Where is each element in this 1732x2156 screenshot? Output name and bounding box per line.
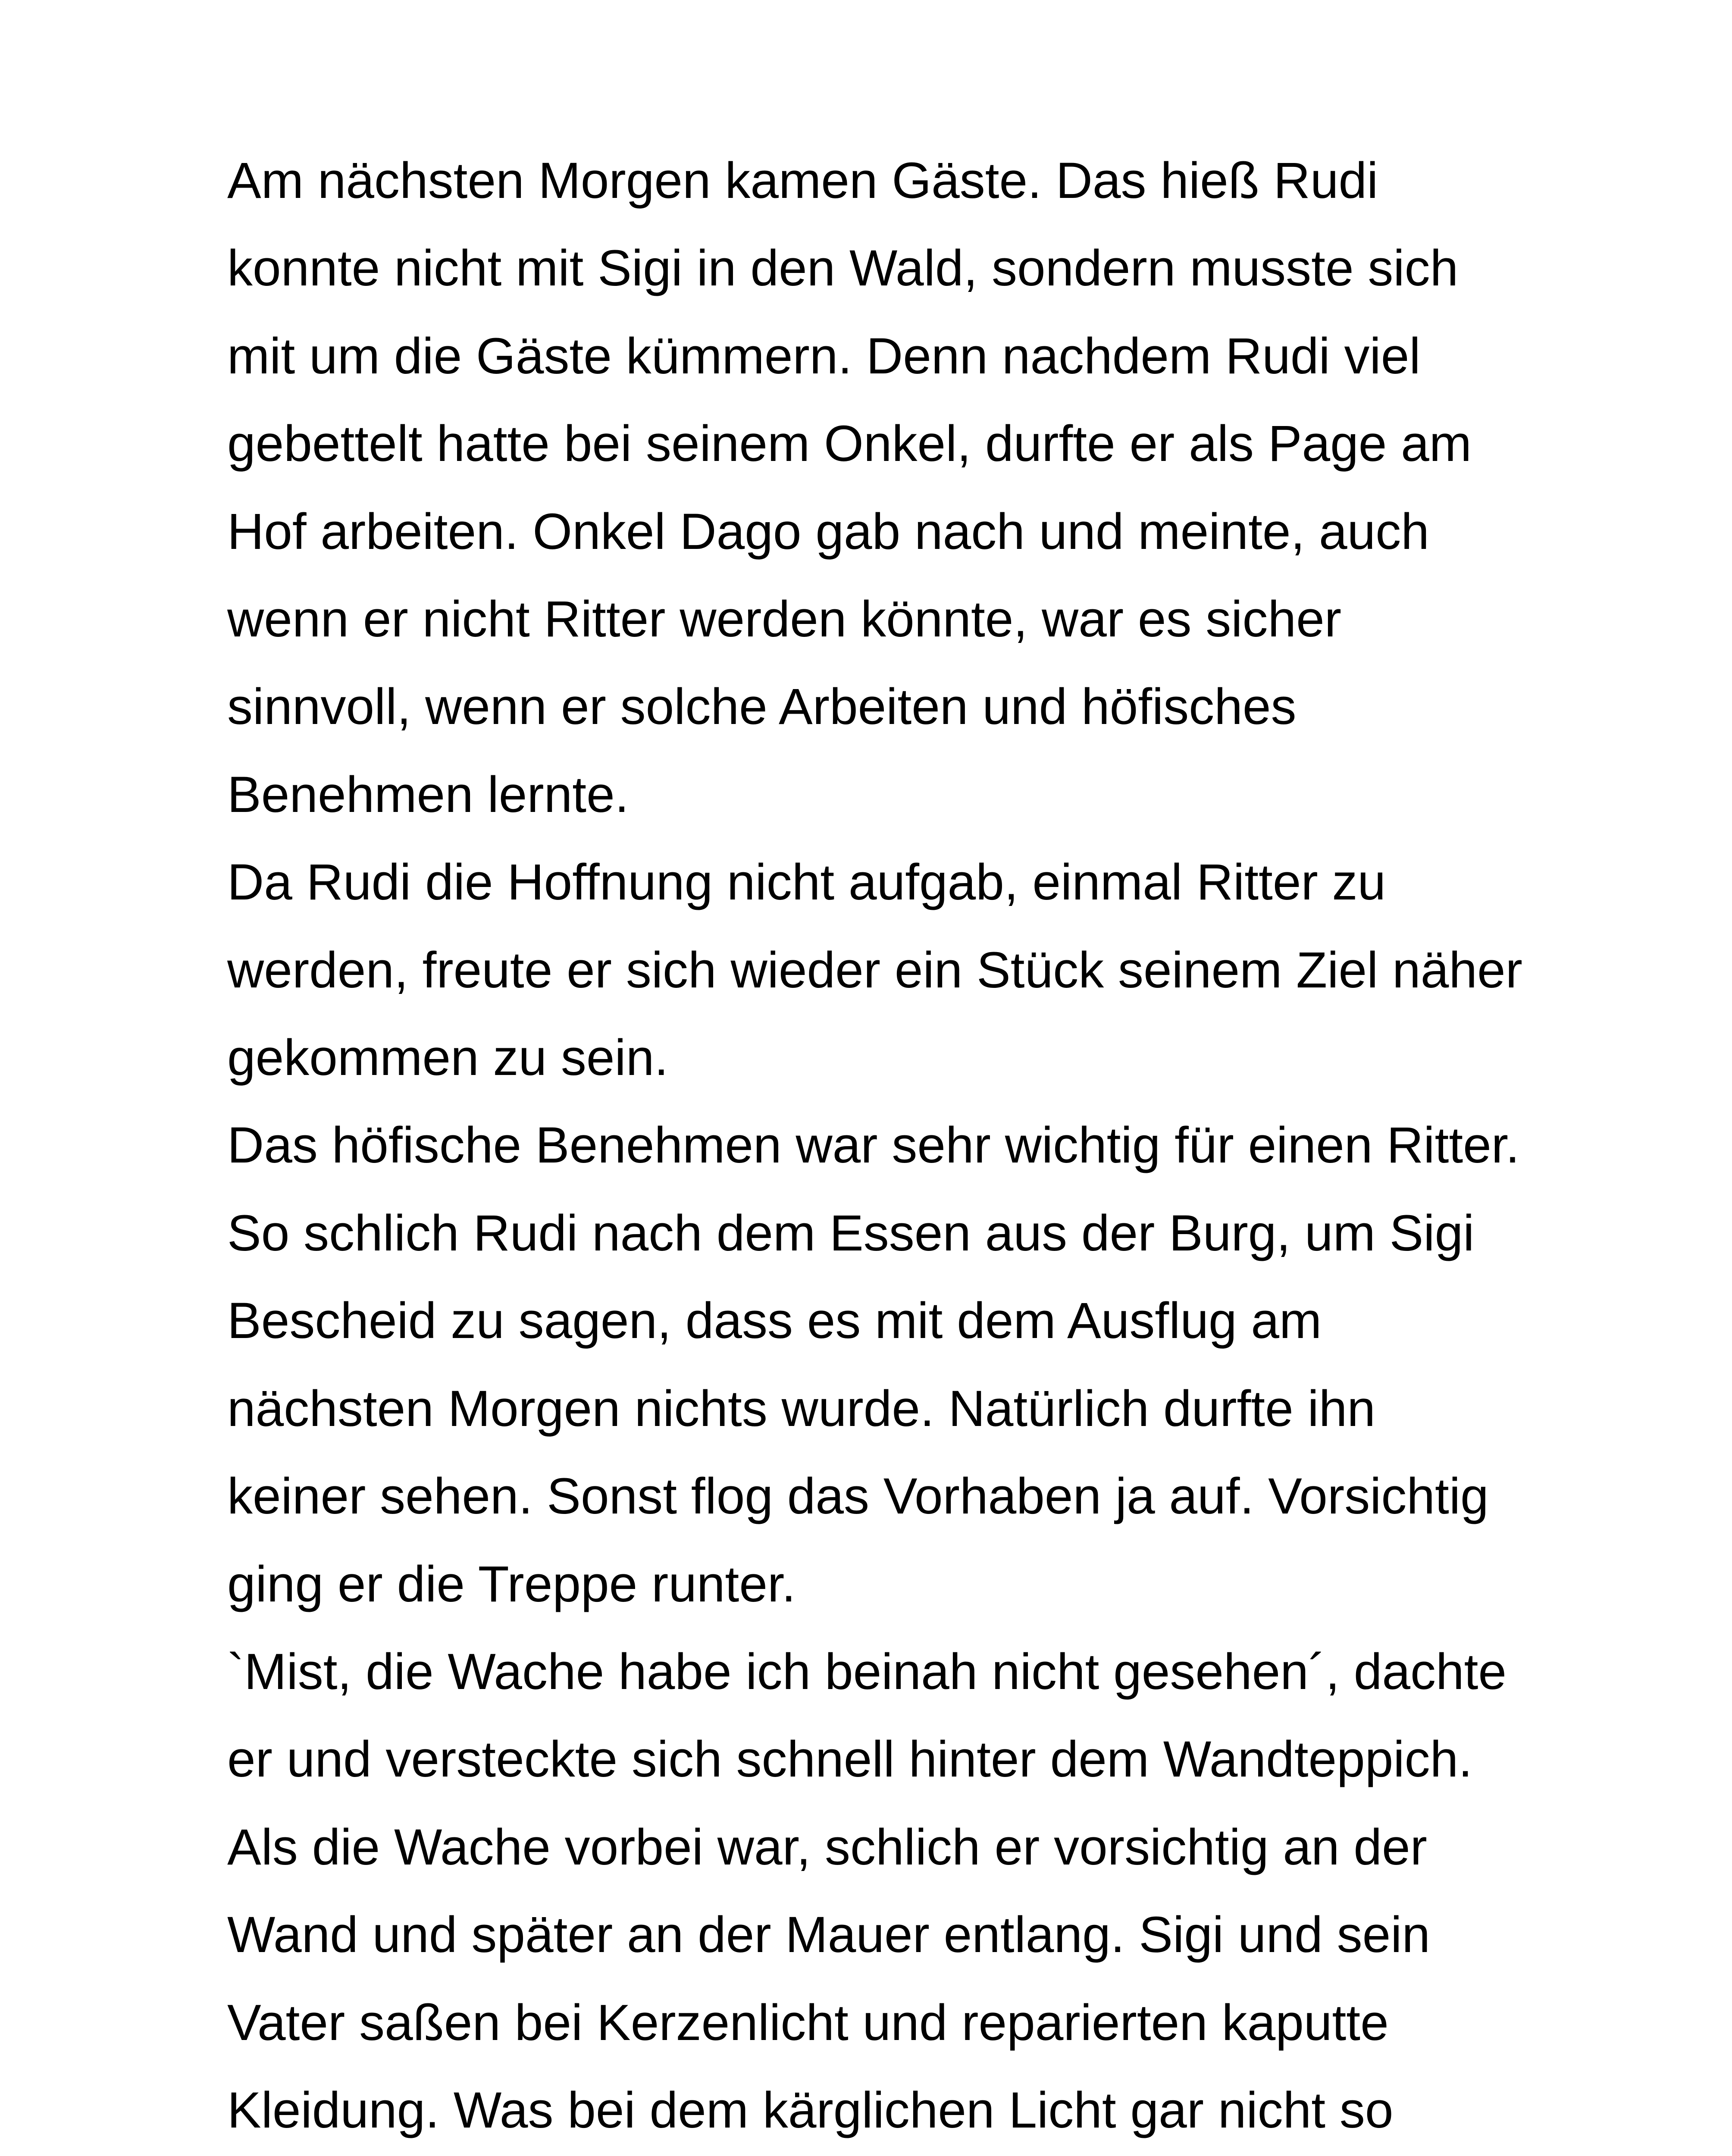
text-line: Benehmen lernte. xyxy=(227,766,629,823)
body-text xyxy=(227,137,1564,2156)
text-line: mit um die Gäste kümmern. Denn nachdem Rudi viel xyxy=(227,327,1421,385)
text-line: werden, freute er sich wieder ein Stück seinem Ziel näher xyxy=(227,941,1522,999)
text-line: Das höfische Benehmen war sehr wichtig für einen Ritter. xyxy=(227,1117,1520,1174)
text-line: Wand und später an der Mauer entlang. Sigi und sein xyxy=(227,1906,1431,1964)
text-line: nächsten Morgen nichts wurde. Natürlich durfte ihn xyxy=(227,1380,1375,1437)
text-line: gebettelt hatte bei seinem Onkel, durfte er als Page am xyxy=(227,415,1472,473)
text-line: gekommen zu sein. xyxy=(227,1029,669,1087)
text-line: wenn er nicht Ritter werden könnte, war es sicher xyxy=(227,591,1342,648)
text-line: konnte nicht mit Sigi in den Wald, sondern musste sich xyxy=(227,240,1459,297)
text-line: Kleidung. Was bei dem kärglichen Licht gar nicht so xyxy=(227,2081,1394,2139)
text-line: sinnvoll, wenn er solche Arbeiten und höfisches xyxy=(227,678,1297,736)
text-line: Am nächsten Morgen kamen Gäste. Das hieß Rudi xyxy=(227,152,1378,209)
text-line: Als die Wache vorbei war, schlich er vorsichtig an der xyxy=(227,1818,1427,1876)
text-line xyxy=(227,2154,1564,2156)
text-line: Hof arbeiten. Onkel Dago gab nach und meinte, auch xyxy=(227,503,1429,560)
text-line: So schlich Rudi nach dem Essen aus der Burg, um Sigi xyxy=(227,1204,1475,1262)
text-line: er und versteckte sich schnell hinter dem Wandteppich. xyxy=(227,1731,1473,1788)
text-line: `Mist, die Wache habe ich beinah nicht gesehen´, dachte xyxy=(227,1643,1507,1700)
text-line: Bescheid zu sagen, dass es mit dem Ausflug am xyxy=(227,1292,1322,1350)
text-line: Da Rudi die Hoffnung nicht aufgab, einmal Ritter zu xyxy=(227,854,1386,911)
text-line: keiner sehen. Sonst flog das Vorhaben ja auf. Vorsichtig xyxy=(227,1468,1489,1525)
text-line: Vater saßen bei Kerzenlicht und reparierten kaputte xyxy=(227,1994,1389,2051)
text-line: ging er die Treppe runter. xyxy=(227,1555,796,1613)
